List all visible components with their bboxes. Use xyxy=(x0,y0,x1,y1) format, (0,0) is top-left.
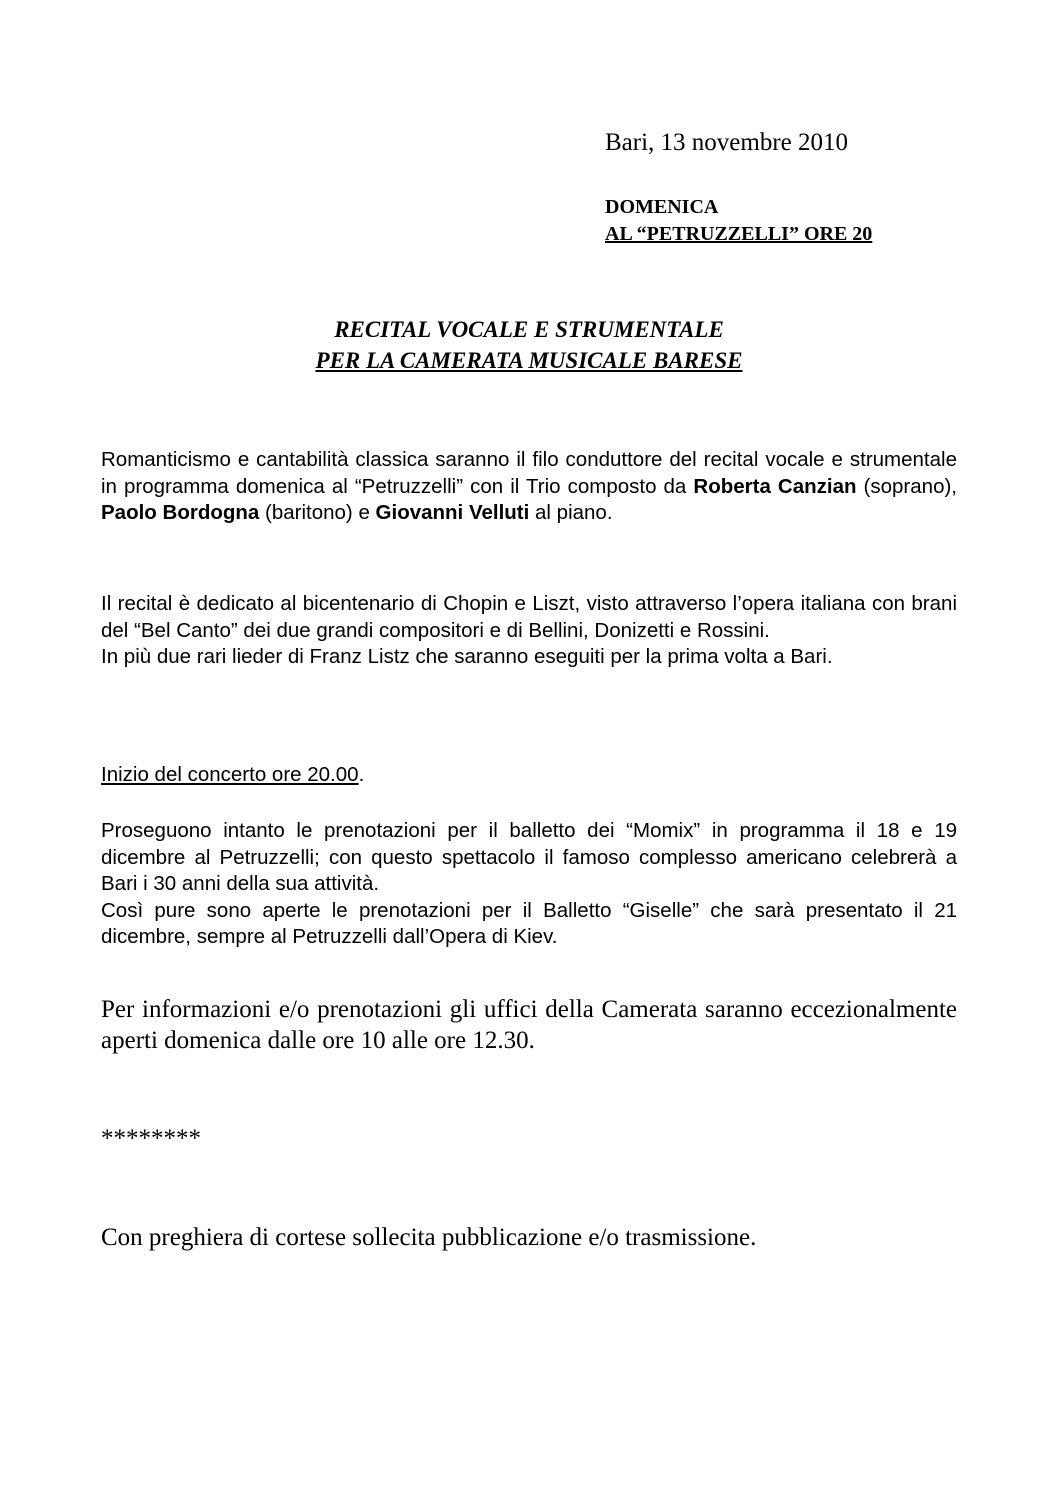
paragraph-performers xyxy=(101,447,957,527)
event-day: DOMENICA xyxy=(605,196,719,218)
header-block xyxy=(605,128,1025,248)
event-venue-time: AL “PETRUZZELLI” ORE 20 xyxy=(605,223,873,245)
info-paragraph: Per informazioni e/o prenotazioni gli uffici della Camerata saranno eccezionalmente aperti domenica dalle ore 10 alle ore 12.30. xyxy=(101,996,957,1054)
role-baritone: (baritono) e xyxy=(259,501,376,524)
artist-soprano: Roberta Canzian xyxy=(693,474,857,498)
bookings-sentence-2: Così pure sono aperte le prenotazioni per il Balletto “Giselle” che sarà presentato il 21 dicembre, sempre al Petruzzelli dall’Opera di Kiev. xyxy=(101,898,957,948)
title-line-2: PER LA CAMERATA MUSICALE BARESE xyxy=(315,348,743,373)
artist-pianist: Giovanni Velluti xyxy=(375,501,530,524)
paragraph-program xyxy=(101,591,957,671)
role-pianist: al piano. xyxy=(529,501,613,524)
program-sentence-1: Il recital è dedicato al bicentenario di Chopin e Liszt, visto attraverso l’opera italiana con brani del “Bel Canto” dei due grandi compositori e di Bellini, Donizetti e Rossini. xyxy=(101,592,957,642)
performers-intro: Romanticismo e cantabilità classica saranno il filo conduttore del recital vocale e strumentale in programma domenica al “Petruzzelli” con il Trio composto da xyxy=(101,448,957,498)
program-sentence-2: In più due rari lieder di Franz Listz che saranno eseguiti per la prima volta a Bari. xyxy=(101,645,833,668)
start-time-text xyxy=(101,762,957,789)
title-line-1: RECITAL VOCALE E STRUMENTALE xyxy=(334,317,724,342)
closing-note: Con preghiera di cortese sollecita pubblicazione e/o trasmissione. xyxy=(101,1224,757,1251)
separator: ******** xyxy=(101,1125,201,1152)
paragraph-start-time xyxy=(101,762,957,789)
role-soprano: (soprano), xyxy=(856,474,957,498)
artist-baritone: Paolo Bordogna xyxy=(101,501,260,524)
bookings-sentence-1: Proseguono intanto le prenotazioni per il balletto dei “Momix” in programma il 18 e 19 dicembre al Petruzzelli; con questo spettacolo il famoso complesso americano celebrerà a Bari i 30 anni della sua attività. xyxy=(101,819,957,895)
paragraph-bookings xyxy=(101,818,957,951)
start-time-period: . xyxy=(358,763,365,786)
title-block xyxy=(0,314,1058,376)
performers-text xyxy=(101,447,957,527)
document-date: Bari, 13 novembre 2010 xyxy=(605,129,849,156)
start-time: Inizio del concerto ore 20.00 xyxy=(101,763,359,786)
